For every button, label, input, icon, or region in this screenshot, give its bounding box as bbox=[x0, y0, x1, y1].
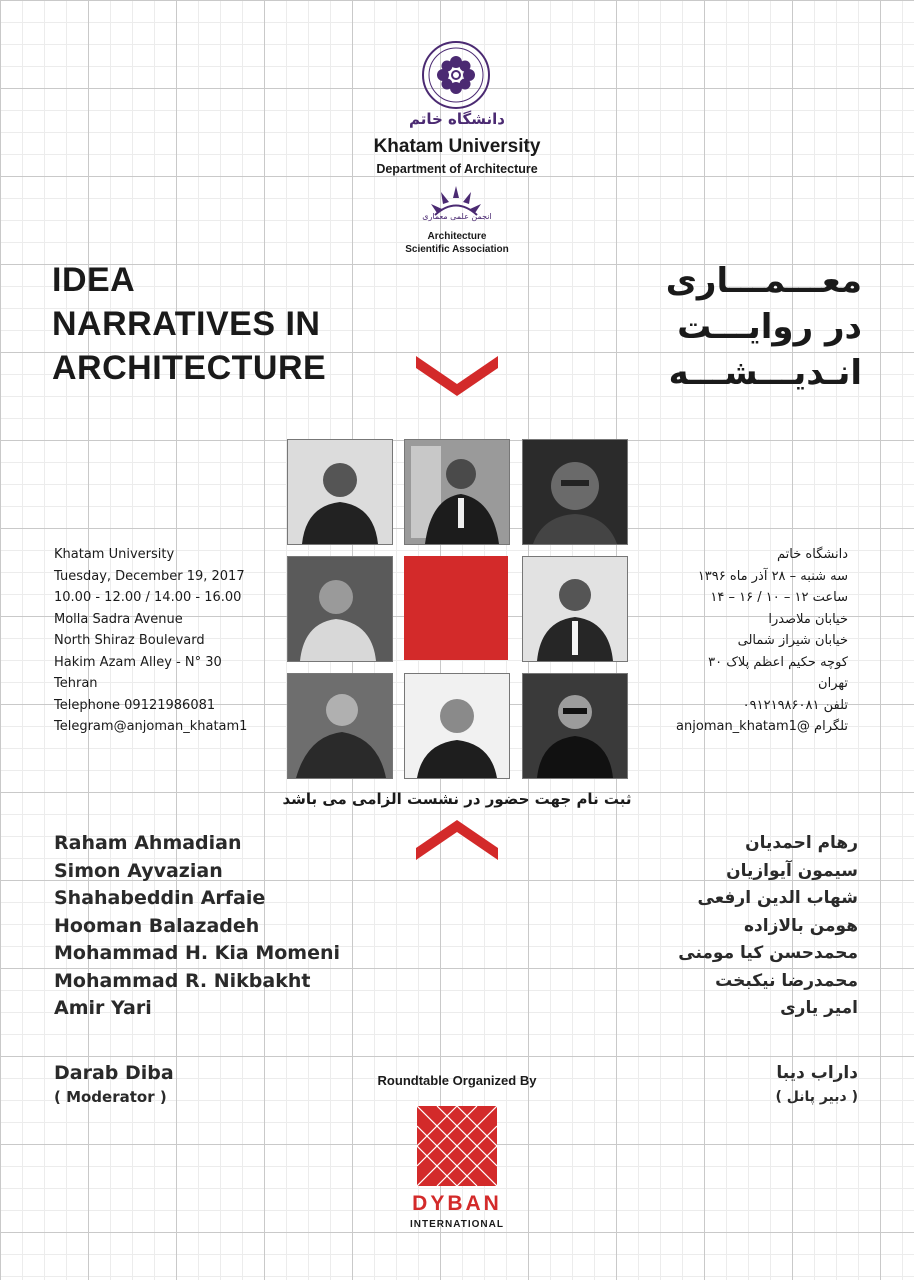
panelist-name-en: Mohammad H. Kia Momeni bbox=[54, 942, 341, 964]
panelist-photo-2 bbox=[404, 439, 510, 545]
info-en-line: Tuesday, December 19, 2017 bbox=[54, 568, 245, 584]
info-en-line: Tehran bbox=[54, 676, 98, 691]
info-en-line: Hakim Azam Alley - N° 30 bbox=[54, 654, 222, 670]
title-fa-line2: در روایـــت bbox=[677, 307, 862, 347]
title-en-line1: IDEA bbox=[52, 261, 136, 299]
registration-note: ثبت نام جهت حضور در نشست الزامی می باشد bbox=[282, 790, 632, 808]
title-fa-line3: انـدیـــشـــه bbox=[668, 353, 862, 393]
title-fa-line1: معـــمـــاری bbox=[665, 261, 862, 301]
title-en bbox=[52, 258, 326, 390]
event-info-fa bbox=[676, 544, 848, 738]
panelist-photo-8 bbox=[522, 673, 628, 779]
info-en-line: Telephone 09121986081 bbox=[54, 697, 216, 713]
panelist-name-fa: شهاب الدین ارفعی bbox=[697, 888, 858, 908]
panelist-name-en: Amir Yari bbox=[54, 997, 152, 1019]
panelist-photo-5 bbox=[522, 556, 628, 662]
panelist-name-en: Raham Ahmadian bbox=[54, 832, 242, 854]
panelist-name-fa: رهام احمدیان bbox=[745, 833, 858, 853]
association-logo-text: انجمن علمی معماری bbox=[422, 212, 492, 221]
panelist-name-fa: هومن بالازاده bbox=[744, 915, 858, 936]
university-name-en: Khatam University bbox=[373, 136, 541, 157]
moderator-role-fa: ( دبیر پانل ) bbox=[775, 1089, 858, 1105]
moderator-role-en: ( Moderator ) bbox=[54, 1088, 167, 1106]
panelist-name-fa: سیمون آیوازیان bbox=[726, 860, 858, 881]
university-name-fa: دانشگاه خاتم bbox=[408, 110, 505, 128]
panelist-name-en: Shahabeddin Arfaie bbox=[54, 887, 266, 909]
dyban-subtitle: INTERNATIONAL bbox=[410, 1219, 504, 1230]
panelist-name-en: Simon Ayvazian bbox=[54, 859, 223, 882]
info-en-line: Telegram@anjoman_khatam1 bbox=[54, 719, 248, 734]
panelists-fa bbox=[678, 830, 858, 1023]
info-fa-line: سه شنبه – ۲۸ آذر ماه ۱۳۹۶ bbox=[697, 568, 848, 584]
chevron-down-icon bbox=[416, 356, 498, 396]
dyban-name: DYBAN bbox=[412, 1192, 502, 1215]
info-en-line: Khatam University bbox=[54, 547, 175, 562]
info-fa-line: دانشگاه خاتم bbox=[777, 547, 848, 562]
event-info-en bbox=[54, 544, 247, 738]
panelist-name-fa: محمدحسن کیا مومنی bbox=[678, 943, 858, 963]
info-fa-line: ساعت ۱۲ – ۱۰ / ۱۶ – ۱۴ bbox=[710, 590, 848, 605]
title-en-line2: NARRATIVES IN bbox=[52, 305, 321, 343]
title-fa bbox=[666, 258, 862, 396]
info-fa-line: تلفن ۰۹۱۲۱۹۸۶۰۸۱ bbox=[742, 697, 848, 713]
panelist-name-en: Hooman Balazadeh bbox=[54, 914, 260, 937]
info-en-line: North Shiraz Boulevard bbox=[54, 633, 205, 648]
architecture-association-logo bbox=[423, 182, 489, 228]
title-en-line3: ARCHITECTURE bbox=[52, 349, 327, 387]
panelist-photo-6 bbox=[287, 673, 393, 779]
moderator-name-fa: داراب دیبا bbox=[776, 1063, 858, 1083]
info-en-line: Molla Sadra Avenue bbox=[54, 611, 183, 627]
info-fa-line: خیابان شیراز شمالی bbox=[737, 633, 848, 648]
info-fa-line: کوچه حکیم اعظم پلاک ۳۰ bbox=[708, 654, 848, 670]
khatam-university-logo bbox=[421, 40, 491, 110]
moderator-name-en: Darab Diba bbox=[54, 1062, 174, 1084]
panelist-photo-3 bbox=[522, 439, 628, 545]
panelist-name-en: Mohammad R. Nikbakht bbox=[54, 969, 311, 992]
panelist-name-fa: محمدرضا نیکبخت bbox=[715, 970, 858, 991]
panelists-en bbox=[54, 830, 340, 1023]
organizer-label: Roundtable Organized By bbox=[377, 1073, 537, 1088]
association-name-line1: Architecture bbox=[427, 231, 487, 242]
chevron-up-icon bbox=[416, 820, 498, 860]
panelist-photo-4 bbox=[287, 556, 393, 662]
center-red-square bbox=[404, 556, 508, 660]
association-name-line2: Scientific Association bbox=[405, 244, 509, 255]
panelist-photo-7 bbox=[404, 673, 510, 779]
panelist-name-fa: امیر یاری bbox=[780, 998, 858, 1018]
panelist-photo-1 bbox=[287, 439, 393, 545]
dyban-logo bbox=[417, 1106, 497, 1186]
info-fa-line: خیابان ملاصدرا bbox=[768, 611, 848, 627]
department-name: Department of Architecture bbox=[376, 162, 538, 176]
info-en-line: 10.00 - 12.00 / 14.00 - 16.00 bbox=[54, 590, 242, 605]
info-fa-line: تهران bbox=[818, 676, 848, 691]
info-fa-line: تلگرام @anjoman_khatam1 bbox=[676, 719, 848, 734]
